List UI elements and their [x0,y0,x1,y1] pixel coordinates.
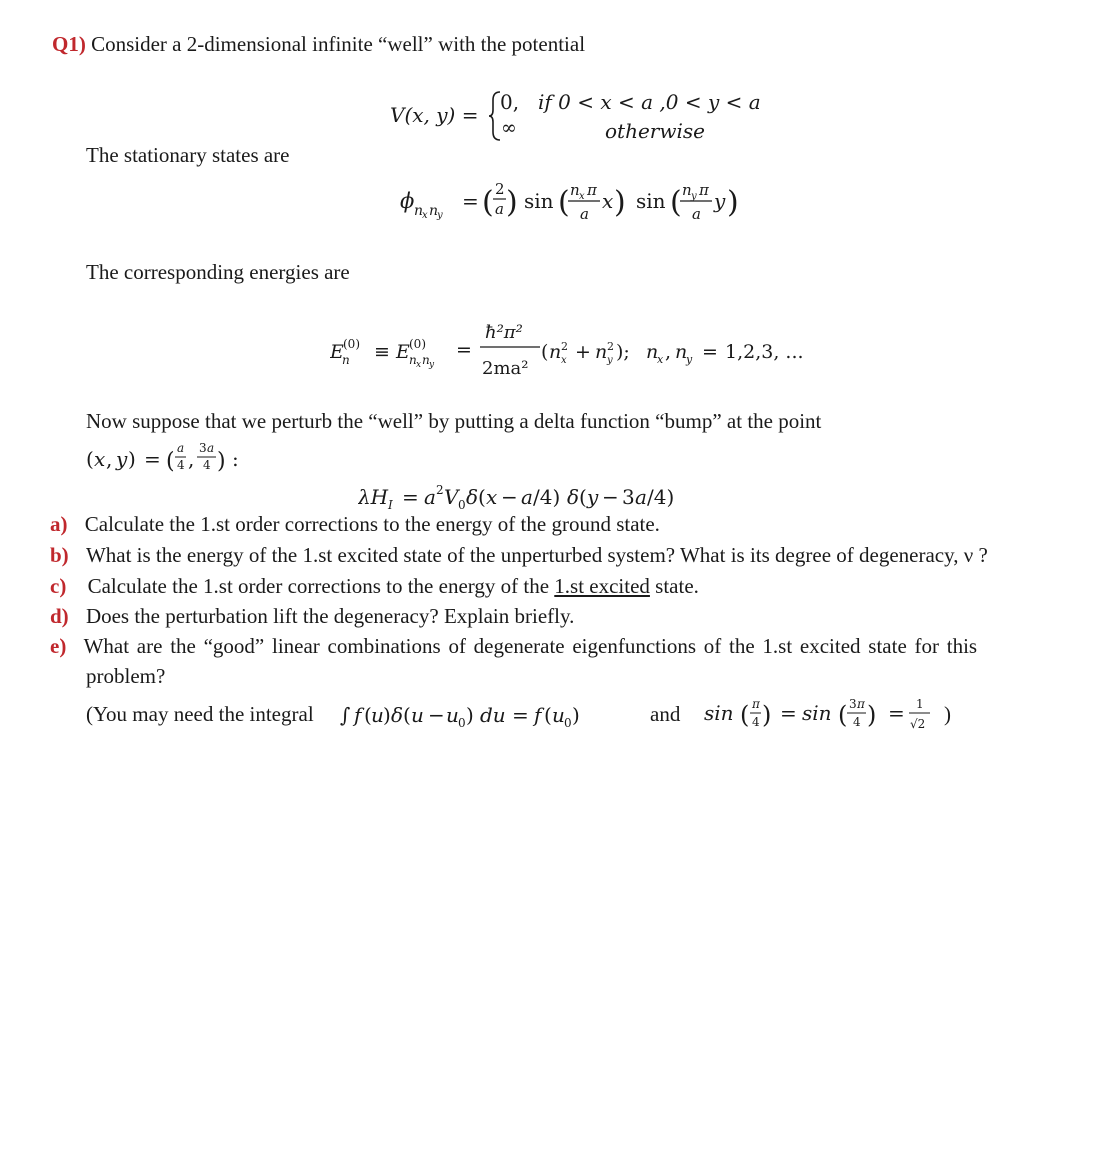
svg-text:a: a [207,441,215,455]
part-d-label: d) [50,604,69,628]
svg-text:π: π [699,181,709,199]
potential-case2-condition: otherwise [605,119,705,143]
potential-lhs: V(x, y) = [390,103,479,127]
svg-text:3: 3 [849,697,857,711]
svg-text:(: ( [838,701,848,729]
svg-text:V: V [444,485,459,509]
potential-case2-value: ∞ [501,117,517,139]
svg-text::: : [232,447,239,471]
svg-text:−: − [428,703,445,727]
svg-text:n: n [675,341,688,363]
svg-text:a: a [424,485,436,509]
svg-text:u: u [371,703,384,727]
svg-text:(: ( [558,185,570,220]
svg-text:): ) [762,701,772,729]
part-e-text-line1: What are the “good” linear combinations of degenerate eigenfunctions of the 1.st excited state for this [83,634,978,658]
svg-text:(0): (0) [343,337,360,351]
svg-text:(: ( [541,341,549,363]
part-c-text-underlined: 1.st excited [554,574,650,598]
svg-text:u: u [411,703,424,727]
svg-text:π: π [587,181,597,199]
svg-text:sin: sin [524,189,554,213]
svg-text:,: , [188,447,195,471]
svg-text:n: n [549,341,562,363]
svg-text:(: ( [482,185,494,220]
svg-text:);: ); [616,341,630,363]
svg-text:2: 2 [607,340,614,353]
svg-text:sin: sin [704,701,734,725]
part-e [50,634,977,659]
svg-text:/4): /4) [533,485,561,509]
energy-equation-graphic [330,318,830,382]
svg-text:∫: ∫ [340,703,351,727]
svg-text:y: y [429,360,435,370]
svg-text:−: − [602,485,619,509]
svg-text:+: + [575,341,591,363]
svg-text:√2: √2 [910,717,926,731]
hint-sine-identity [704,690,944,736]
svg-text:0: 0 [458,716,466,730]
stationary-equation-text [400,168,416,169]
svg-text:(: ( [740,701,750,729]
svg-text:(: ( [478,485,486,509]
svg-text:2: 2 [495,180,505,198]
svg-text:(: ( [364,703,372,727]
svg-text:λH: λH [358,485,389,509]
svg-text:sin: sin [802,701,832,725]
svg-text:): ) [614,185,626,220]
svg-text:(: ( [403,703,411,727]
svg-text:/4): /4) [647,485,675,509]
hint-suffix: ) [944,702,951,726]
hint-sine-text [704,690,715,691]
svg-text:y: y [437,210,443,221]
svg-text:=: = [144,447,161,471]
svg-text:y: y [686,353,693,366]
perturbation-point-text [86,436,94,437]
svg-text:3: 3 [622,485,635,509]
stationary-equation-graphic [400,168,760,232]
hint-and: and [650,702,681,726]
svg-text:2: 2 [436,483,444,497]
perturbation-line1: Now suppose that we perturb the “well” by putting a delta function “bump” at the point [86,409,822,433]
svg-text:π: π [857,697,865,711]
energy-rhs-text [330,318,342,319]
svg-text:u: u [552,703,565,727]
svg-text:≡: ≡ [374,341,390,363]
svg-text:=: = [456,339,472,361]
svg-text:a: a [692,205,701,223]
svg-text:): ) [506,185,518,220]
svg-text:n: n [429,203,439,219]
svg-text:): ) [466,703,474,727]
svg-text:4: 4 [853,715,861,729]
part-a-text: Calculate the 1.st order corrections to the energy of the ground state. [84,512,660,536]
svg-text:4: 4 [203,458,211,472]
part-c-text-before: Calculate the 1.st order corrections to the energy of the [87,574,555,598]
svg-text:n: n [682,181,692,199]
svg-text:3: 3 [199,441,207,455]
svg-text:y: y [714,189,726,213]
question-header [52,32,585,57]
svg-text:x: x [416,360,422,370]
potential-case1-condition: if 0 < x < a ,0 < y < a [538,90,761,114]
svg-text:a: a [495,200,504,218]
svg-text:a: a [177,441,185,455]
svg-text:,: , [106,447,113,471]
potential-case1-value: 0, [500,90,520,114]
svg-text:f: f [534,703,542,727]
svg-text:1,2,3, ...: 1,2,3, ... [725,341,804,363]
svg-text:4: 4 [177,458,185,472]
svg-text:sin: sin [636,189,666,213]
svg-text:δ: δ [391,703,404,727]
part-d [50,604,574,629]
svg-text:n: n [342,353,350,367]
hint-integral [340,694,630,734]
svg-text:=: = [462,189,479,213]
svg-text:x: x [602,189,614,213]
svg-text:,: , [665,341,672,363]
svg-text:du: du [480,703,506,727]
svg-text:−: − [501,485,518,509]
hamiltonian-text [358,480,371,481]
svg-text:a: a [635,485,647,509]
svg-text:π: π [752,697,760,711]
svg-text:E: E [396,341,410,363]
svg-text:x: x [422,210,428,221]
part-b-label: b) [50,543,69,567]
svg-text:y: y [607,355,613,366]
svg-text:n: n [570,181,580,199]
stationary-equation [400,168,760,232]
svg-text:): ) [572,703,580,727]
svg-text:): ) [217,449,226,474]
part-a-label: a) [50,512,68,536]
svg-text:(0): (0) [409,337,426,351]
svg-text:E: E [330,341,344,363]
part-c-label: c) [50,574,67,598]
part-b [50,543,988,568]
hint-integral-text [340,694,350,695]
question-intro: Consider a 2-dimensional infinite “well” with the potential [91,32,586,56]
svg-text:x: x [486,485,498,509]
svg-text:a: a [580,205,589,223]
svg-text:(: ( [166,449,175,474]
svg-text:I: I [388,498,393,512]
energy-fraction-den: 2ma² [482,358,529,379]
part-c-text-after: state. [649,574,699,598]
svg-text:a: a [521,485,533,509]
svg-text:0: 0 [458,498,466,512]
svg-text:): ) [128,447,136,471]
energy-fraction-num: ħ²π² [485,322,523,343]
svg-text:x: x [94,447,106,471]
stationary-states-text: The stationary states are [86,143,290,167]
part-e-line2: problem? [86,664,166,688]
part-d-text: Does the perturbation lift the degeneracy? Explain briefly. [85,604,575,628]
svg-text:n: n [409,353,417,367]
svg-text:δ: δ [466,485,479,509]
svg-text:(: ( [579,485,587,509]
hint-integral-graphic [340,694,630,734]
svg-text:n: n [422,353,430,367]
svg-text:f: f [354,703,362,727]
svg-text:=: = [512,703,529,727]
svg-text:1: 1 [916,697,924,711]
svg-text:n: n [595,341,608,363]
part-c [50,574,699,599]
svg-text:): ) [867,701,877,729]
svg-text:): ) [727,185,739,220]
svg-text:(: ( [670,185,682,220]
energy-equation [330,318,830,382]
svg-text:ϕ: ϕ [400,189,415,213]
hint-prefix: (You may need the integral [86,702,314,726]
svg-text:x: x [561,355,567,366]
svg-text:y: y [587,485,599,509]
svg-text:x: x [579,191,585,202]
svg-text:(: ( [86,447,94,471]
perturbation-point-graphic [86,436,286,480]
svg-text:=: = [702,341,718,363]
hint-sine-graphic [704,690,944,736]
svg-text:): ) [383,703,391,727]
svg-text:=: = [780,701,797,725]
svg-text:n: n [414,203,424,219]
svg-text:=: = [888,701,905,725]
energies-text: The corresponding energies are [86,260,350,284]
svg-text:4: 4 [752,715,760,729]
part-e-label: e) [50,634,67,658]
svg-text:y: y [116,447,128,471]
part-a [50,512,660,537]
svg-text:y: y [691,191,697,202]
part-b-text: What is the energy of the 1.st excited state of the unperturbed system? What is its degree of degeneracy, ν ? [85,543,988,567]
hamiltonian-graphic [358,480,718,514]
svg-text:0: 0 [564,716,572,730]
question-number: Q1) [52,32,86,56]
svg-text:x: x [657,353,664,366]
svg-text:(: ( [544,703,552,727]
svg-text:2: 2 [561,340,568,353]
perturbation-hamiltonian [358,480,718,514]
svg-text:=: = [402,485,419,509]
svg-text:δ: δ [567,485,580,509]
svg-text:u: u [446,703,459,727]
svg-text:n: n [646,341,659,363]
perturbation-point [86,436,286,480]
